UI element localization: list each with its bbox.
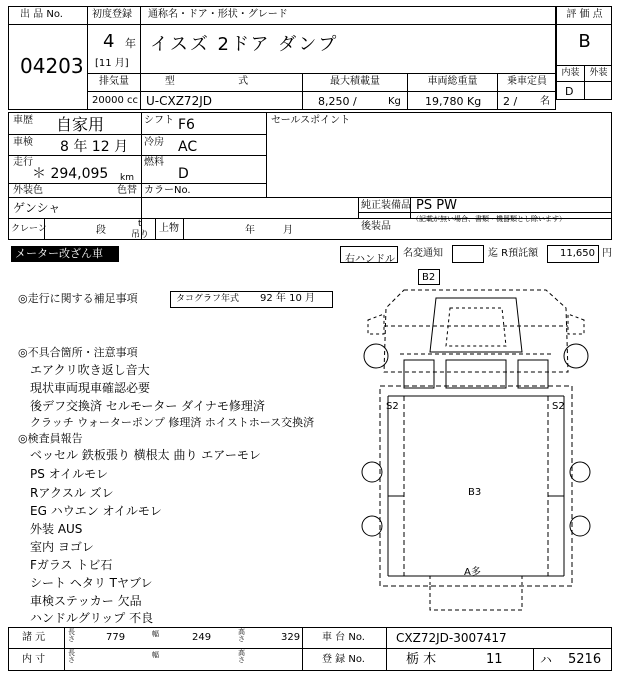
width-label: 幅 bbox=[152, 630, 159, 638]
exterior-grade-label: 外装 bbox=[589, 68, 608, 78]
max-load-unit: Kg bbox=[388, 96, 401, 107]
interior-grade: D bbox=[565, 85, 574, 98]
wheel-rear-right-2-icon bbox=[570, 516, 590, 536]
max-load: 8,250 / bbox=[318, 95, 357, 108]
wheel-rear-right-1-icon bbox=[570, 462, 590, 482]
footer-frame bbox=[8, 627, 612, 671]
ext-color-label: 外装色 bbox=[13, 185, 43, 196]
crane-stage: 段 bbox=[96, 225, 106, 236]
wheel-front-left-icon bbox=[364, 344, 388, 368]
reg-number: 5216 bbox=[568, 652, 602, 667]
interior-grade-label: 内装 bbox=[561, 68, 580, 78]
wheel-rear-left-1-icon bbox=[362, 462, 382, 482]
meter-warning-badge: メーター改ざん車 bbox=[11, 246, 119, 262]
tachograph-label: タコグラフ年式 bbox=[176, 294, 240, 304]
equipment-label: 純正装備品 bbox=[361, 200, 411, 211]
displacement-label: 排気量 bbox=[99, 76, 129, 87]
damage-a-tama: A多 bbox=[464, 567, 481, 578]
inspector-line: 室内 ヨゴレ bbox=[30, 540, 94, 554]
ac-label: 冷房 bbox=[144, 137, 164, 148]
inspection-label: 車検 bbox=[13, 137, 33, 148]
displacement: 20000 cc bbox=[92, 95, 138, 106]
defect-line: エアクリ吹き返し音大 bbox=[30, 363, 150, 377]
color-no-label: カラーNo. bbox=[144, 185, 191, 196]
inner-width-label: 幅 bbox=[152, 651, 159, 659]
grade-value: B bbox=[578, 31, 591, 52]
type-label: 型 式 bbox=[164, 76, 279, 87]
inspector-line: Fガラス トビ石 bbox=[30, 558, 113, 572]
equipment: PS PW bbox=[416, 198, 457, 213]
aftermarket-note: （記載が無い場合、書類・機器類とし除います） bbox=[412, 215, 566, 223]
defect-line: クラッチ ウォーターポンプ 修理済 ホイストホース交換済 bbox=[30, 416, 315, 429]
upper-month: 月 bbox=[283, 225, 293, 236]
capacity-unit: 名 bbox=[540, 96, 550, 107]
history-label: 車歴 bbox=[13, 115, 33, 126]
inspector-line: 車検ステッカー 欠品 bbox=[30, 594, 142, 608]
reg-region: 栃 木 bbox=[406, 652, 437, 667]
gvw-label: 車両総重量 bbox=[427, 76, 478, 87]
inspector-line: 外装 AUS bbox=[30, 522, 83, 536]
gvw: 19,780 Kg bbox=[425, 95, 482, 108]
length-label: 長さ bbox=[68, 628, 75, 644]
grade-label: 評 価 点 bbox=[566, 9, 603, 20]
model-label: 通称名・ドア・形状・グレード bbox=[148, 9, 288, 20]
recycle-unit: 円 bbox=[602, 248, 612, 259]
tachograph-year: 92 年 10 月 bbox=[260, 293, 315, 304]
upper-label: 上物 bbox=[159, 223, 179, 234]
length-value: 779 bbox=[106, 632, 126, 643]
defects-title: ◎不具合箇所・注意事項 bbox=[18, 346, 138, 359]
fuel-label: 燃料 bbox=[144, 157, 164, 168]
inspector-line: シート ヘタリ Tヤブレ bbox=[30, 576, 153, 590]
inner-height-label: 高さ bbox=[238, 649, 245, 665]
crane-label: クレーン bbox=[11, 224, 47, 234]
upper-year: 年 bbox=[245, 225, 255, 236]
damage-s2-left: S2 bbox=[386, 401, 399, 412]
inspector-line: Rアクスル ズレ bbox=[30, 486, 114, 500]
color-change-label: 色替 bbox=[117, 185, 137, 196]
cab-roof bbox=[430, 298, 522, 352]
ac: AC bbox=[178, 139, 198, 155]
reg-kana: ハ bbox=[540, 653, 553, 667]
inner-length-label: 長さ bbox=[68, 649, 75, 665]
inspector-line: ハンドルグリップ 不良 bbox=[30, 611, 154, 625]
first-reg-year-unit: 年 bbox=[125, 37, 136, 50]
damage-b3: B3 bbox=[468, 487, 482, 498]
height-value: 329 bbox=[281, 632, 301, 643]
damage-b2-label: B2 bbox=[418, 269, 440, 285]
inspection: 8 年 12 月 bbox=[60, 139, 129, 155]
ext-color: ゲンシャ bbox=[13, 201, 61, 215]
inspector-line: PS オイルモレ bbox=[30, 467, 109, 481]
supplement-title: ◎走行に関する補足事項 bbox=[18, 292, 138, 305]
right-handle-box: 右ハンドル bbox=[340, 246, 398, 263]
name-change-label: 名変通知 bbox=[403, 248, 443, 259]
shift-label: シフト bbox=[144, 115, 174, 126]
capacity-label: 乗車定員 bbox=[507, 76, 547, 87]
name-change-box bbox=[452, 245, 484, 263]
chassis-label: 車 台 No. bbox=[322, 632, 365, 643]
inspector-line: EG ハウエン オイルモレ bbox=[30, 504, 162, 518]
aftermarket-label: 後装品 bbox=[361, 221, 391, 232]
defect-line: 現状車両現車確認必要 bbox=[30, 381, 151, 395]
first-reg-label: 初度登録 bbox=[92, 9, 132, 20]
defect-line: 後デフ交換済 セルモーター ダイナモ修理済 bbox=[30, 399, 265, 413]
inner-dims-label: 内 寸 bbox=[22, 654, 46, 665]
recycle-value: 11,650 bbox=[560, 248, 595, 259]
inspector-title: ◎検査員報告 bbox=[18, 432, 83, 445]
damage-s2-right: S2 bbox=[552, 401, 565, 412]
lot-label: 出 品 No. bbox=[20, 9, 63, 20]
recycle-label: 迄 R預託額 bbox=[488, 248, 539, 259]
wheel-front-right-icon bbox=[564, 344, 588, 368]
model-code: U-CXZ72JD bbox=[146, 94, 212, 108]
dims-label: 諸 元 bbox=[22, 632, 46, 643]
shift: F6 bbox=[178, 117, 195, 133]
fuel: D bbox=[178, 166, 189, 182]
mileage-unit: km bbox=[120, 173, 134, 183]
capacity: 2 / bbox=[503, 95, 518, 108]
sales-point-label: セールスポイント bbox=[271, 115, 351, 126]
first-reg-month: [11 月] bbox=[95, 58, 129, 69]
width-value: 249 bbox=[192, 632, 212, 643]
dump-body bbox=[380, 386, 572, 586]
height-label: 高さ bbox=[238, 628, 245, 644]
first-reg-year: 4 bbox=[103, 31, 115, 52]
reg-class: 11 bbox=[486, 652, 503, 667]
maxload-label: 最大積載量 bbox=[330, 76, 380, 87]
crane-ton: t bbox=[138, 219, 142, 229]
crane-lift: 吊り bbox=[131, 230, 150, 240]
reg-label: 登 録 No. bbox=[322, 654, 365, 665]
history: 自家用 bbox=[56, 115, 105, 134]
inspector-line: ベッセル 鉄板張り 横根太 曲り エアーモレ bbox=[30, 448, 261, 462]
vehicle-name: イスズ 2ドア ダンプ bbox=[150, 34, 339, 55]
lot-number: 04203 bbox=[20, 54, 84, 78]
wheel-rear-left-2-icon bbox=[362, 516, 382, 536]
mileage: ＊ 294,095 bbox=[32, 166, 109, 182]
chassis-number: CXZ72JD-3007417 bbox=[396, 631, 507, 645]
mileage-label: 走行 bbox=[13, 157, 33, 168]
